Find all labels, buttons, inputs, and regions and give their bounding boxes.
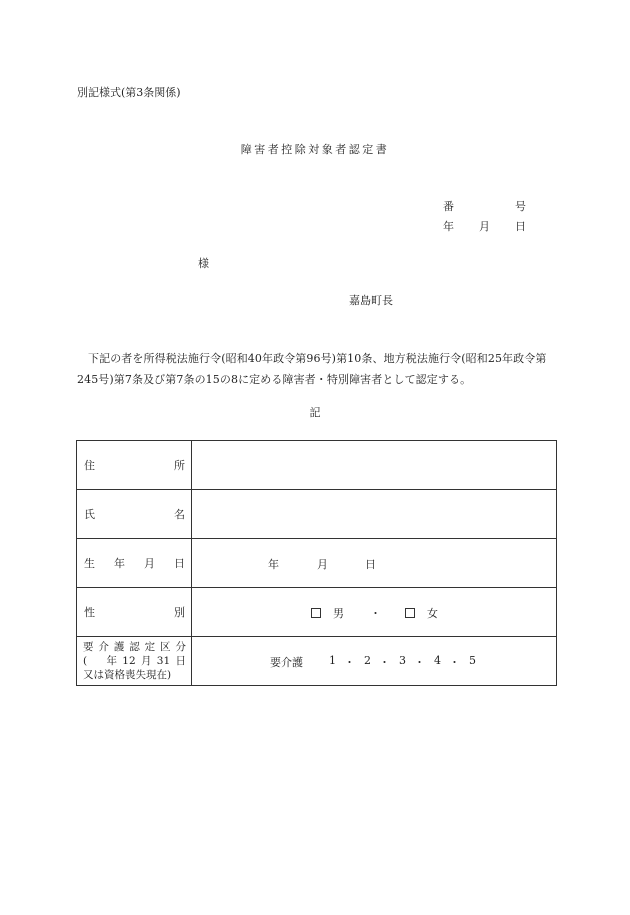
sex-value-cell xyxy=(192,588,557,637)
female-label: 女 xyxy=(427,607,438,620)
care-level-4[interactable]: 4 xyxy=(434,654,441,667)
care-level-2[interactable]: 2 xyxy=(364,654,371,667)
sex-separator: ・ xyxy=(370,607,381,620)
issuer-name: 嘉島町長 xyxy=(349,294,393,307)
address-value-cell[interactable] xyxy=(192,441,557,490)
checkbox-icon xyxy=(405,608,415,618)
table-row-care-level xyxy=(77,637,557,686)
table-row-birthdate xyxy=(77,539,557,588)
number-ban-label: 番 xyxy=(443,200,454,213)
care-separator: ・ xyxy=(414,656,425,669)
applicant-info-table xyxy=(76,440,557,686)
birthdate-label-cell: 生 年 月 日 xyxy=(77,539,192,588)
male-checkbox[interactable] xyxy=(311,607,321,620)
issue-year-label: 年 xyxy=(443,220,454,233)
birthdate-value-cell[interactable] xyxy=(192,539,557,588)
checkbox-icon xyxy=(311,608,321,618)
table-row-address xyxy=(77,441,557,490)
issue-day-label: 日 xyxy=(515,220,526,233)
birth-day-label: 日 xyxy=(365,558,376,571)
issue-month-label: 月 xyxy=(479,220,490,233)
ki-heading: 記 xyxy=(309,406,321,419)
birth-month-label: 月 xyxy=(317,558,328,571)
care-level-3[interactable]: 3 xyxy=(399,654,406,667)
document-title: 障害者控除対象者認定書 xyxy=(240,143,390,156)
table-row-sex xyxy=(77,588,557,637)
male-label: 男 xyxy=(333,607,344,620)
care-separator: ・ xyxy=(449,656,460,669)
name-label-cell: 氏 名 xyxy=(77,490,192,539)
number-go-label: 号 xyxy=(515,200,526,213)
address-label-cell: 住 所 xyxy=(77,441,192,490)
table-row-name xyxy=(77,490,557,539)
care-separator: ・ xyxy=(344,656,355,669)
sex-label-cell: 性 別 xyxy=(77,588,192,637)
female-checkbox[interactable] xyxy=(405,607,415,620)
care-level-1[interactable]: 1 xyxy=(329,654,336,667)
care-separator: ・ xyxy=(379,656,390,669)
form-label: 別記様式(第3条関係) xyxy=(77,86,181,99)
number-row xyxy=(443,198,529,212)
care-prefix: 要介護 xyxy=(270,656,303,669)
care-level-value-cell xyxy=(192,637,557,686)
certification-text: 下記の者を所得税法施行令(昭和40年政令第96号)第10条、地方税法施行令(昭和25年政令第245号)第7条及び第7条の15の8に定める障害者・特別障害者として認定する。 xyxy=(77,352,547,386)
issue-date-row xyxy=(443,218,529,232)
name-value-cell[interactable] xyxy=(192,490,557,539)
care-level-5[interactable]: 5 xyxy=(469,654,476,667)
birth-year-label: 年 xyxy=(268,558,279,571)
addressee-suffix: 様 xyxy=(198,257,209,270)
care-level-label-cell: 要 介 護 認 定 区 分 ( 年 12 月 31 日 又は資格喪失現在) xyxy=(77,637,192,686)
